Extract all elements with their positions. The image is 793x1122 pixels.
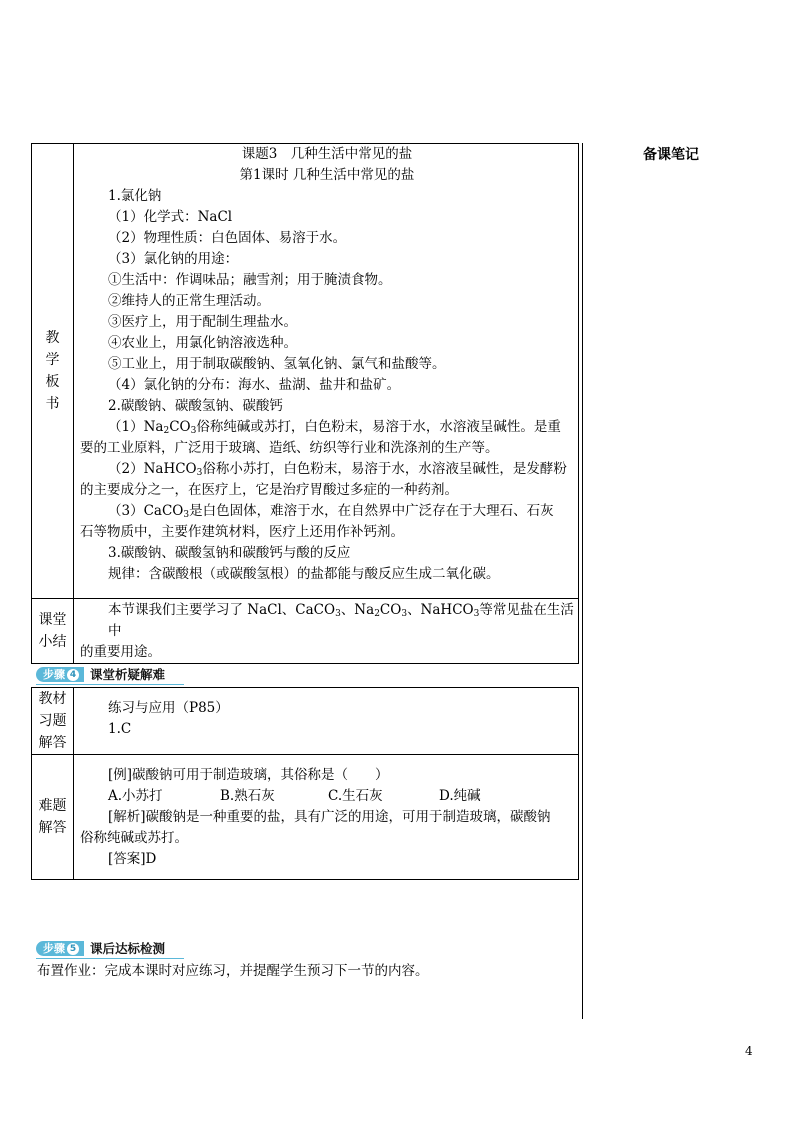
step5-title: 课后达标检测 xyxy=(90,941,166,956)
lesson-title: 课题3 几种生活中常见的盐 xyxy=(241,146,413,162)
nacl-physical: （2）物理性质：白色固体、易溶于水。 xyxy=(108,230,347,246)
nacl-use-item: ⑤工业上，用于制取碳酸钠、氢氧化钠、氯气和盐酸等。 xyxy=(108,356,446,372)
step5-underline xyxy=(36,958,184,959)
nacl-use-item: ③医疗上，用于配制生理盐水。 xyxy=(108,314,297,330)
textbook-label xyxy=(32,688,74,755)
label-line: 课堂 xyxy=(38,612,67,628)
board-content xyxy=(74,144,579,599)
example-question: [例]碳酸钠可用于制造玻璃，其俗称是（ ） xyxy=(108,767,389,783)
summary-text xyxy=(80,600,574,642)
na2co3-cont: 要的工业原料，广泛用于玻璃、造纸、纺织等行业和洗涤剂的生产等。 xyxy=(80,440,499,456)
board-label-char: 学 xyxy=(45,352,60,368)
summary-content xyxy=(74,599,579,664)
step4-banner xyxy=(36,666,165,683)
subscript: 3 xyxy=(401,609,408,619)
step5-banner xyxy=(36,940,165,957)
nahco3-line xyxy=(80,459,574,480)
label-line: 教材 xyxy=(38,691,67,707)
option-d: D.纯碱 xyxy=(439,788,481,804)
notes-divider-line xyxy=(582,143,583,1019)
label-line: 解答 xyxy=(38,820,67,836)
subscript: 3 xyxy=(183,510,190,520)
board-label-char: 板 xyxy=(45,374,60,390)
section-heading: 1.氯化钠 xyxy=(108,188,162,204)
page-number: 4 xyxy=(745,1044,753,1058)
label-line: 解答 xyxy=(38,735,67,751)
difficult-label xyxy=(32,755,74,880)
difficult-row xyxy=(32,755,579,880)
option-b: B.熟石灰 xyxy=(220,788,275,804)
caco3-line xyxy=(80,501,574,522)
text-run: （3）CaCO xyxy=(108,503,184,519)
lesson-subtitle: 第1课时 几种生活中常见的盐 xyxy=(239,167,415,183)
nacl-use-item: ②维持人的正常生理活动。 xyxy=(108,293,270,309)
nahco3-cont: 的主要成分之一，在医疗上，它是治疗胃酸过多症的一种药剂。 xyxy=(80,482,458,498)
step4-badge xyxy=(36,667,84,682)
text-run: CO xyxy=(169,419,191,435)
analysis-cont: 俗称纯碱或苏打。 xyxy=(80,830,188,846)
step-badge-text: 步骤 xyxy=(43,668,65,681)
step4-title: 课堂析疑解难 xyxy=(90,667,166,682)
text-run: 俗称纯碱或苏打，白色粉末，易溶于水，水溶液呈碱性。是重 xyxy=(196,419,561,435)
section-heading: 2.碳酸钠、碳酸氢钠、碳酸钙 xyxy=(108,398,283,414)
subscript: 3 xyxy=(473,609,480,619)
option-a: A.小苏打 xyxy=(108,788,163,804)
summary-text-cont: 的重要用途。 xyxy=(80,644,161,660)
step-badge-text: 步骤 xyxy=(43,942,65,955)
nacl-uses-heading: （3）氯化钠的用途： xyxy=(108,251,239,267)
nacl-use-item: ④农业上，用氯化钠溶液选种。 xyxy=(108,335,297,351)
subscript: 3 xyxy=(190,426,197,436)
subscript: 3 xyxy=(335,609,341,619)
step4-underline xyxy=(36,684,184,685)
options-row xyxy=(80,786,574,807)
text-run: 俗称小苏打，白色粉末，易溶于水，水溶液呈碱性，是发酵粉 xyxy=(202,461,567,477)
text-run: 等常见盐在生活中 xyxy=(108,602,574,639)
step-number-icon: 4 xyxy=(67,669,79,681)
step-number-icon: 5 xyxy=(67,943,79,955)
reaction-rule: 规律：含碳酸根（或碳酸氢根）的盐都能与酸反应生成二氧化碳。 xyxy=(108,566,500,582)
option-c: C.生石灰 xyxy=(328,788,383,804)
board-label xyxy=(32,144,74,599)
summary-row xyxy=(32,599,579,664)
na2co3-line xyxy=(80,417,574,438)
text-run: 是白色固体，难溶于水，在自然界中广泛存在于大理石、石灰 xyxy=(189,503,554,519)
homework-text: 布置作业：完成本课时对应练习，并提醒学生预习下一节的内容。 xyxy=(37,963,429,979)
text-run: 、NaHCO xyxy=(407,602,474,618)
step5-badge xyxy=(36,941,84,956)
notes-column-title: 备课笔记 xyxy=(643,147,699,163)
caco3-cont: 石等物质中，主要作建筑材料，医疗上还用作补钙剂。 xyxy=(80,524,404,540)
text-run: （1）Na xyxy=(108,419,164,435)
qa-table xyxy=(31,687,579,880)
subscript: 2 xyxy=(374,609,380,619)
summary-label xyxy=(32,599,74,664)
board-label-char: 书 xyxy=(45,396,60,412)
text-run: 本节课我们主要学习了 NaCl、CaCO xyxy=(108,602,336,618)
nacl-distribution: （4）氯化钠的分布：海水、盐湖、盐井和盐矿。 xyxy=(108,377,401,393)
subscript: 2 xyxy=(163,426,170,436)
textbook-content xyxy=(74,688,579,755)
board-row xyxy=(32,144,579,599)
board-table xyxy=(31,143,579,664)
text-run: （2）NaHCO xyxy=(108,461,197,477)
analysis-text: [解析]碳酸钠是一种重要的盐，具有广泛的用途，可用于制造玻璃，碳酸钠 xyxy=(108,809,551,825)
answer-text: [答案]D xyxy=(108,851,157,867)
text-run: CO xyxy=(379,602,402,618)
text-run: 、Na xyxy=(340,602,375,618)
textbook-exercise-ref: 练习与应用（P85） xyxy=(108,700,229,716)
section-heading: 3.碳酸钠、碳酸氢钠和碳酸钙与酸的反应 xyxy=(108,545,351,561)
subscript: 3 xyxy=(196,468,203,478)
label-line: 难题 xyxy=(38,798,67,814)
nacl-formula: （1）化学式：NaCl xyxy=(108,209,233,225)
textbook-row xyxy=(32,688,579,755)
board-label-char: 教 xyxy=(45,330,60,346)
nacl-use-item: ①生活中：作调味品；融雪剂；用于腌渍食物。 xyxy=(108,272,392,288)
label-line: 习题 xyxy=(38,713,67,729)
textbook-answer: 1.C xyxy=(108,721,132,737)
difficult-content xyxy=(74,755,579,880)
label-line: 小结 xyxy=(38,634,67,650)
